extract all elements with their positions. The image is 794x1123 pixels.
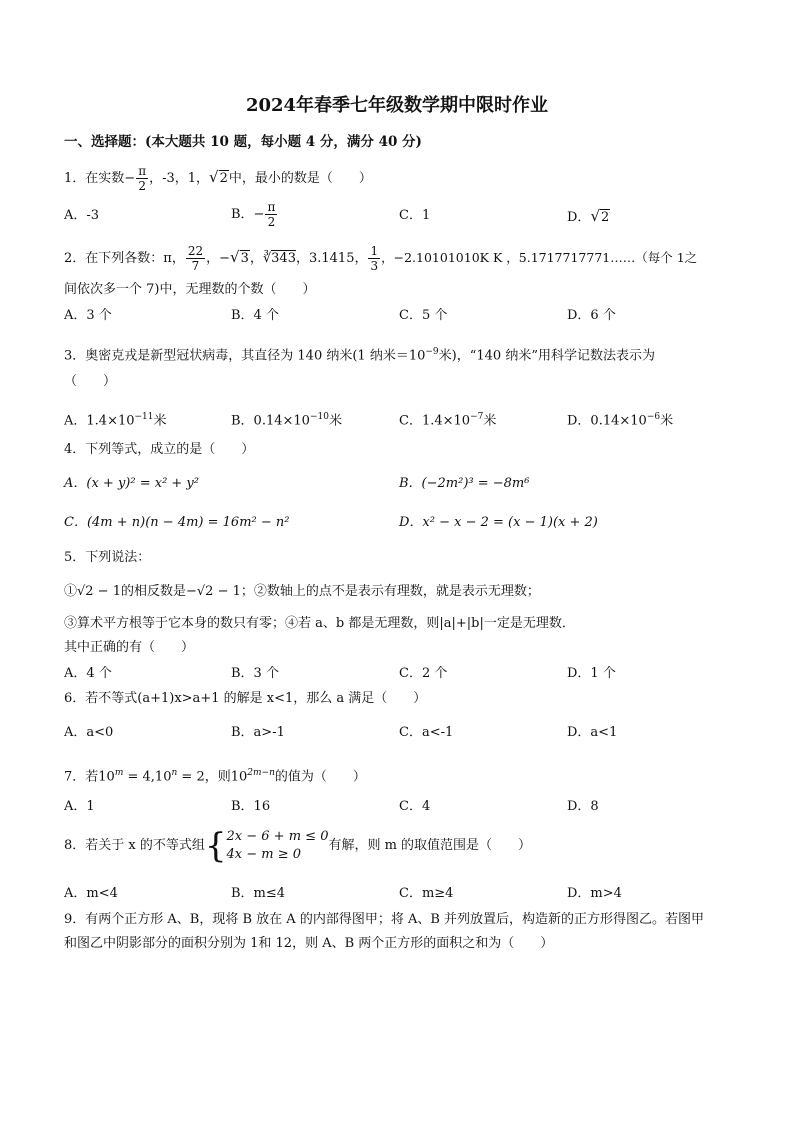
q8-option-c: C．m≥4 xyxy=(399,886,454,901)
q4-option-b: B．(−2m²)³ = −8m⁶ xyxy=(399,476,530,491)
question-2-cont: 间依次多一个 7)中，无理数的个数（ ） xyxy=(64,282,316,297)
q7-option-b: B．16 xyxy=(231,799,271,814)
question-7: 7．若$10^m = 4,10^n = 2$，则$10^{2m-n}$的值为（ ） xyxy=(64,768,366,785)
q8-option-d: D．m>4 xyxy=(567,886,622,901)
question-5: 5．下列说法： xyxy=(64,550,151,565)
q2-option-d: D．6 个 xyxy=(567,308,616,323)
q1-option-b: B．− $\frac{\pi}{2}$ xyxy=(231,200,276,229)
question-3: 3．奥密克戎是新型冠状病毒，其直径为 140 纳米(1 纳米$=10^{-9}$米)，“140 纳米”用科学记数法表示为 xyxy=(64,347,655,364)
q4-option-d: D．x² − x − 2 = (x − 1)(x + 2) xyxy=(399,515,598,530)
question-3-cont: （ ） xyxy=(64,374,117,389)
q5-option-a: A．4 个 xyxy=(64,666,112,681)
q6-option-b: B．a>-1 xyxy=(231,725,285,740)
q7-option-d: D．8 xyxy=(567,799,599,814)
q1-option-c: C．1 xyxy=(399,208,431,223)
q2-option-c: C．5 个 xyxy=(399,308,448,323)
question-9-cont: 和图乙中阴影部分的面积分别为 1和 12，则 A、B 两个正方形的面积之和为（ ） xyxy=(64,936,554,951)
q1-option-a: A．-3 xyxy=(64,208,100,223)
q3-option-d: D．$0.14\times 10^{-6}$米 xyxy=(567,412,674,429)
q3-option-b: B．$0.14\times 10^{-10}$米 xyxy=(231,412,342,429)
q5-statement-1: ①√2 − 1的相反数是−√2 − 1；②数轴上的点不是表示有理数，就是表示无理数； xyxy=(64,584,540,599)
q6-option-d: D．a<1 xyxy=(567,725,618,740)
question-9: 9．有两个正方形 A、B，现将 B 放在 A 的内部得图甲；将 A、B 并列放置后，构造新的正方形得图乙。若图甲 xyxy=(64,912,705,927)
q5-option-b: B．3 个 xyxy=(231,666,279,681)
q7-option-a: A．1 xyxy=(64,799,95,814)
q5-option-d: D．1 个 xyxy=(567,666,616,681)
q6-option-c: C．a<-1 xyxy=(399,725,454,740)
q2-option-b: B．4 个 xyxy=(231,308,279,323)
q4-option-c: C．(4m + n)(n − 4m) = 16m² − n² xyxy=(64,515,290,530)
question-4: 4．下列等式，成立的是（ ） xyxy=(64,442,255,457)
question-1: 1．在实数− $\frac{\pi}{2}$ ，-3，1，√2中，最小的数是（ ） xyxy=(64,164,372,193)
page-title: 2024年春季七年级数学期中限时作业 xyxy=(245,95,549,116)
q8-option-b: B．m≤4 xyxy=(231,886,286,901)
question-8: 8．若关于 x 的不等式组{ 2x − 6 + m ≤ 0 4x − m ≥ 0 有解，则 m 的取值范围是（ ） xyxy=(64,826,532,866)
q2-option-a: A．3 个 xyxy=(64,308,112,323)
question-6: 6．若不等式(a+1)x>a+1 的解是 x<1，那么 a 满足（ ） xyxy=(64,691,427,706)
section-heading: 一、选择题：(本大题共 10 题，每小题 4 分，满分 40 分) xyxy=(64,134,422,150)
q3-option-a: A．$1.4\times 10^{-11}$米 xyxy=(64,412,167,429)
q5-statement-3: 其中正确的有（ ） xyxy=(64,640,195,655)
q8-option-a: A．m<4 xyxy=(64,886,118,901)
q3-option-c: C．$1.4\times 10^{-7}$米 xyxy=(399,412,497,429)
question-2: 2．在下列各数：π， $\frac{22}{7}$ ，−√3，∛343，3.1415， $\frac{1}{3}$ ，−2.10101010K K ，5.1717717771……（每个 1之 xyxy=(64,244,698,273)
q4-option-a: A．(x + y)² = x² + y² xyxy=(64,476,199,491)
q5-option-c: C．2 个 xyxy=(399,666,448,681)
q6-option-a: A．a<0 xyxy=(64,725,114,740)
q1-option-d: D．√2 xyxy=(567,207,610,225)
q7-option-c: C．4 xyxy=(399,799,431,814)
q5-statement-2: ③算术平方根等于它本身的数只有零；④若 a、b 都是无理数，则|a|+|b|一定是无理数． xyxy=(64,616,575,631)
